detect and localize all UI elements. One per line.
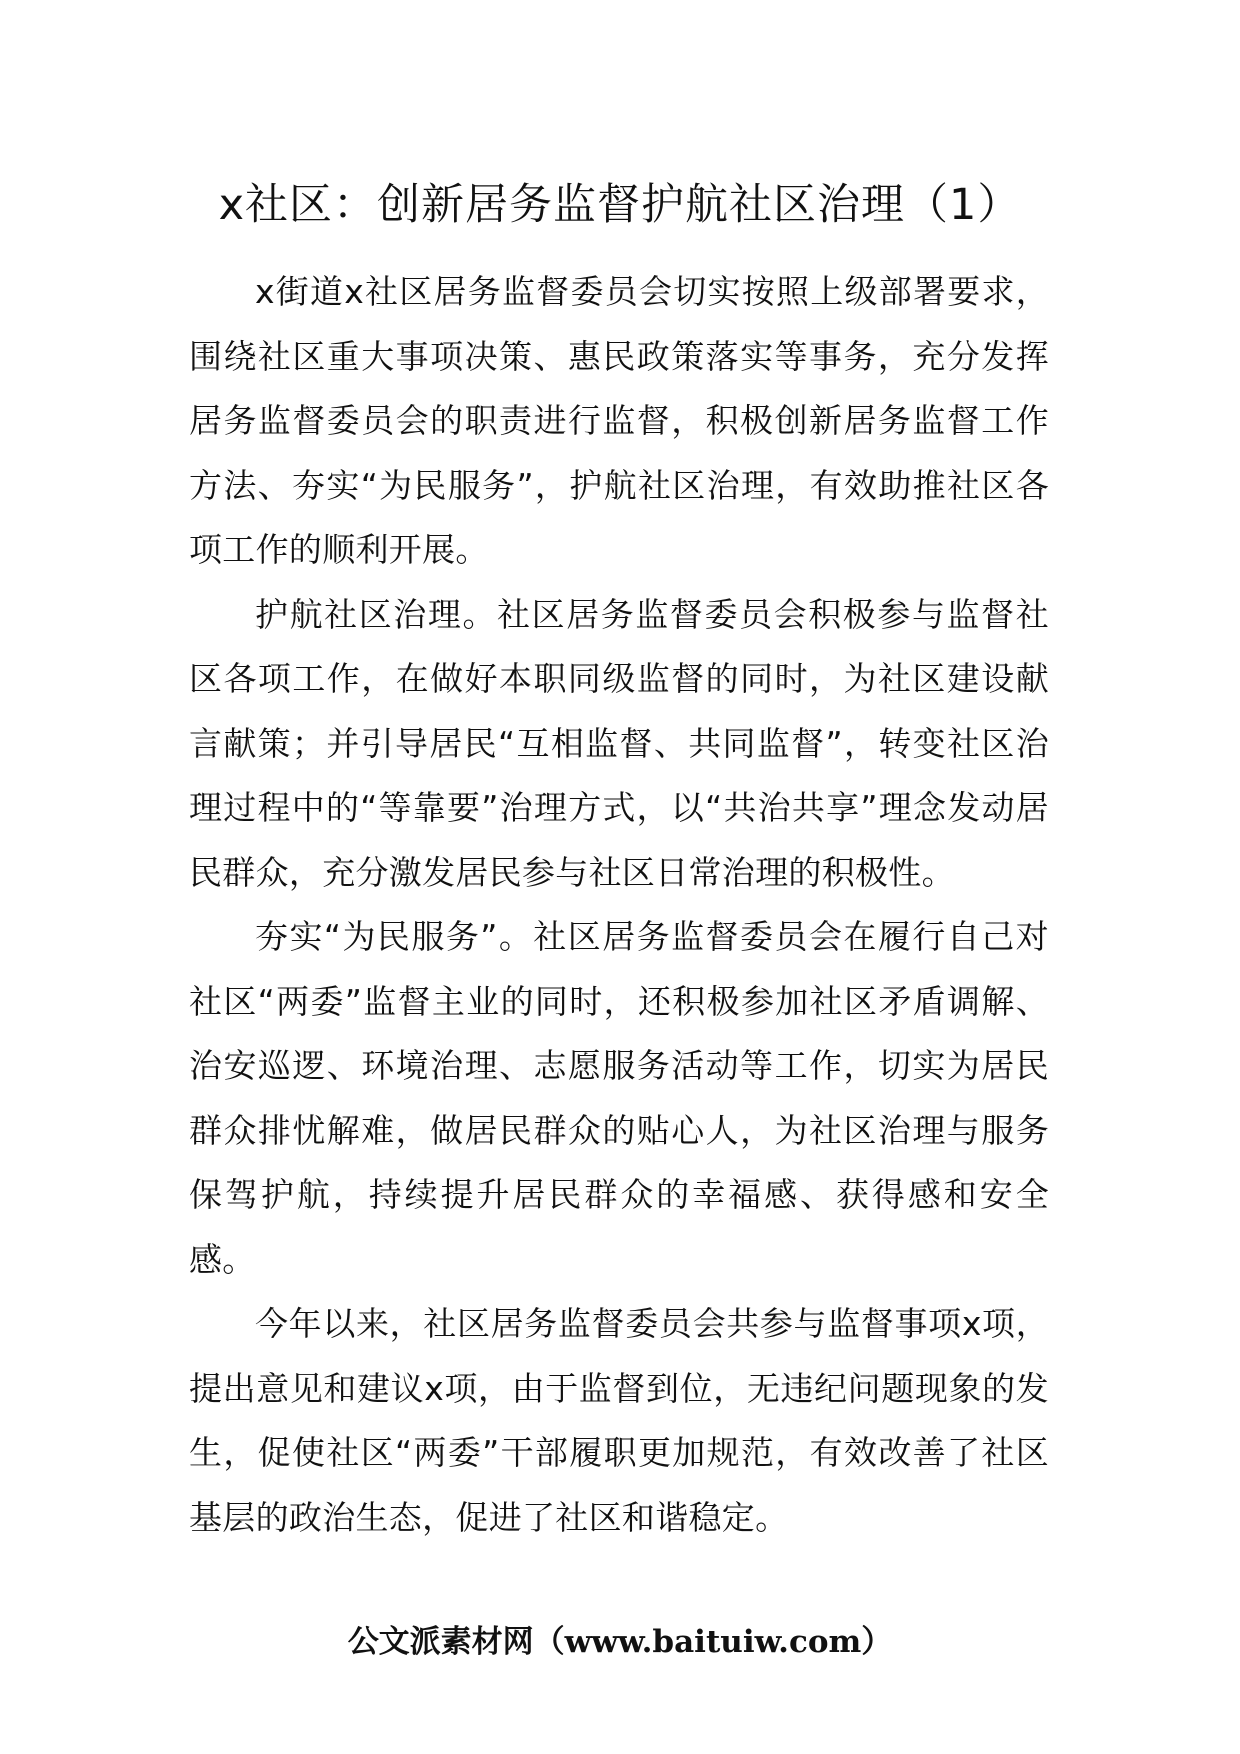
paragraph-intro: x街道x社区居务监督委员会切实按照上级部署要求，围绕社区重大事项决策、惠民政策落实等事务，充分发挥居务监督委员会的职责进行监督，积极创新居务监督工作方法、夯实“为民服务”，护航社区治理，有效助推社区各项工作的顺利开展。 xyxy=(189,272,1049,569)
source-watermark: 公文派素材网（www.baituiw.com） xyxy=(347,1624,893,1660)
paragraph-results: 今年以来，社区居务监督委员会共参与监督事项x项，提出意见和建议x项，由于监督到位，无违纪问题现象的发生，促使社区“两委”干部履职更加规范，有效改善了社区基层的政治生态，促进了社区和谐稳定。 xyxy=(189,1304,1049,1537)
document-title: x社区：创新居务监督护航社区治理（1） xyxy=(218,180,1022,230)
document-body xyxy=(189,260,1049,1550)
paragraph-service: 夯实“为民服务”。社区居务监督委员会在履行自己对社区“两委”监督主业的同时，还积极参加社区矛盾调解、治安巡逻、环境治理、志愿服务活动等工作，切实为居民群众排忧解难，做居民群众的贴心人，为社区治理与服务保驾护航，持续提升居民群众的幸福感、获得感和安全感。 xyxy=(189,917,1049,1279)
paragraph-governance: 护航社区治理。社区居务监督委员会积极参与监督社区各项工作，在做好本职同级监督的同时，为社区建设献言献策；并引导居民“互相监督、共同监督”，转变社区治理过程中的“等靠要”治理方式，以“共治共享”理念发动居民群众，充分激发居民参与社区日常治理的积极性。 xyxy=(189,594,1049,892)
